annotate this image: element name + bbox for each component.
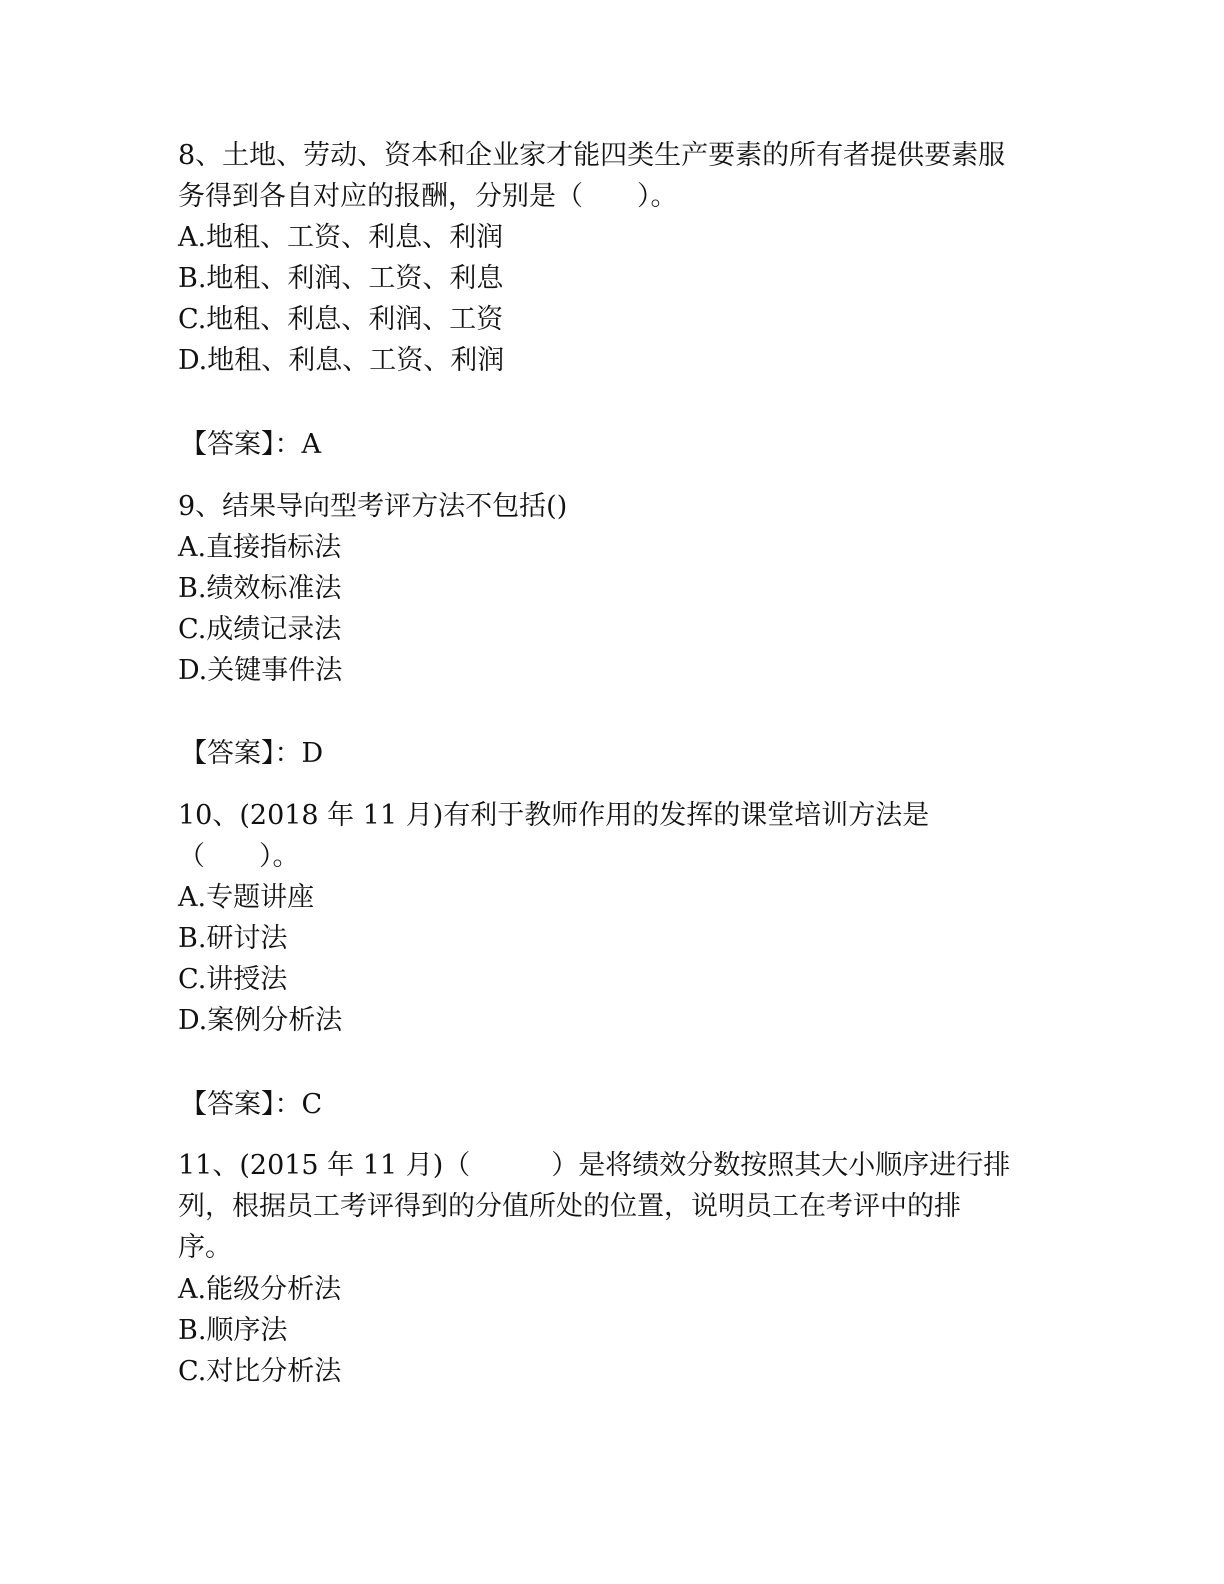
- question-8-text-line-2: 务得到各自对应的报酬，分别是（ ）。: [178, 181, 678, 212]
- question-9-option-c: C.成绩记录法: [178, 614, 342, 645]
- question-9-option-d: D.关键事件法: [178, 655, 343, 686]
- question-10-option-a: A.专题讲座: [178, 882, 315, 913]
- question-8-answer: 【答案】：A: [180, 429, 321, 460]
- question-10-text-line-1: 10、(2018 年 11 月)有利于教师作用的发挥的课堂培训方法是: [178, 800, 930, 831]
- question-8-text-line-1: 8、土地、劳动、资本和企业家才能四类生产要素的所有者提供要素服: [178, 140, 1006, 171]
- question-10-answer: 【答案】：C: [180, 1089, 323, 1120]
- question-9-text-line-1: 9、结果导向型考评方法不包括(): [178, 491, 568, 522]
- question-10-option-c: C.讲授法: [178, 964, 288, 995]
- question-9-option-b: B.绩效标准法: [178, 573, 342, 604]
- question-11-option-b: B.顺序法: [178, 1315, 288, 1346]
- question-8-option-c: C.地租、利息、利润、工资: [178, 304, 504, 335]
- question-11-option-a: A.能级分析法: [178, 1274, 342, 1305]
- question-11-text-line-3: 序。: [178, 1232, 232, 1263]
- question-10-text-line-2: （ ）。: [178, 841, 300, 872]
- question-10-option-b: B.研讨法: [178, 923, 288, 954]
- question-8-option-a: A.地租、工资、利息、利润: [178, 222, 504, 253]
- question-9-option-a: A.直接指标法: [178, 532, 342, 563]
- question-8-option-d: D.地租、利息、工资、利润: [178, 345, 505, 376]
- question-11-text-line-1: 11、(2015 年 11 月)（ ）是将绩效分数按照其大小顺序进行排: [178, 1150, 1011, 1181]
- question-11-text-line-2: 列，根据员工考评得到的分值所处的位置，说明员工在考评中的排: [178, 1191, 961, 1222]
- question-9-answer: 【答案】：D: [180, 738, 324, 769]
- question-8-option-b: B.地租、利润、工资、利息: [178, 263, 504, 294]
- question-10-option-d: D.案例分析法: [178, 1005, 343, 1036]
- question-11-option-c: C.对比分析法: [178, 1356, 342, 1387]
